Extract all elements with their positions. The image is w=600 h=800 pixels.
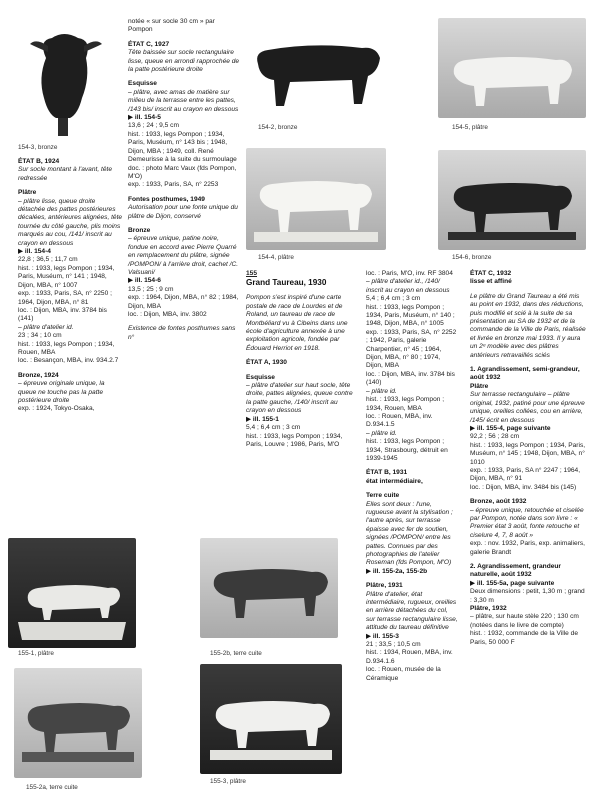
photo-155-3-plaster xyxy=(200,664,342,774)
text-column-3 xyxy=(246,270,356,449)
section-heading: Fontes posthumes, 1949 xyxy=(128,195,205,203)
catalog-text: loc. : Besançon, MBA, inv. 934.2.7 xyxy=(18,357,119,365)
section-heading: ▶ ill. 155-5a, page suivante xyxy=(470,579,555,587)
catalog-text: hist. : 1934, Rouen, MBA, inv. D.934.1.6 xyxy=(366,649,453,665)
catalog-text: exp. : 1933, Paris, SA, n° 2250 ; 1964, Dijon, MBA, n° 81 xyxy=(18,290,112,306)
caption-154-2: 154-2, bronze xyxy=(258,124,298,131)
section-heading: Plâtre xyxy=(470,382,489,390)
section-heading: Plâtre xyxy=(18,189,37,197)
description-text: – épreuve unique, retouchée et ciselée par Pompon, notée dans son livre : « Premier état 3 août, fonte retouche et ciselure 4, 7, 8 août » xyxy=(470,506,584,539)
catalog-text: exp. : 1933, Paris, SA, n° 2253 xyxy=(128,181,219,189)
entry-number: 155 xyxy=(246,270,258,277)
section-heading: Esquisse xyxy=(246,373,275,381)
section-heading: lisse et affiné xyxy=(470,278,512,286)
catalog-text: loc. : Rouen, musée de la Céramique xyxy=(366,666,441,682)
catalog-text: Deux dimensions : petit, 1,30 m ; grand : 3,30 m xyxy=(470,588,585,604)
catalog-text: 13,5 ; 25 ; 9 cm xyxy=(128,285,174,293)
description-text: Sur terrasse rectangulaire – plâtre original, 1932, patiné pour une épreuve unique, oreilles collées, cou en arrière, /145/ écrit en dessous xyxy=(470,391,585,424)
catalog-text: hist. : 1933, legs Pompon ; 1934, Paris, Muséum, n° 145 ; 1948, Dijon, MBA, n° 1010 xyxy=(470,441,586,466)
catalog-text: exp. : 1964, Dijon, MBA, n° 82 ; 1984, Dijon, MBA xyxy=(128,294,239,310)
section-heading: ▶ ill. 155-3 xyxy=(366,632,399,640)
caption-154-4: 154-4, plâtre xyxy=(258,254,294,261)
catalog-text: hist. : 1933, legs Pompon ; 1934, Paris, Muséum, n° 140 ; 1948, Dijon, MBA, n° 1005 xyxy=(366,303,455,328)
description-text: – plâtre id. xyxy=(366,387,397,395)
description-text: – plâtre id. xyxy=(366,429,397,437)
catalog-text: hist. : 1933, legs Pompon ; 1934, Strasbourg, détruit en 1939-1945 xyxy=(366,438,448,462)
section-heading: état intermédiaire, xyxy=(366,477,423,485)
description-text: Existence de fontes posthumes sans n° xyxy=(128,325,236,341)
catalog-text: notée « sur socle 30 cm » par Pompon xyxy=(128,18,215,34)
catalog-text: 23 ; 34 ; 10 cm xyxy=(18,332,62,340)
caption-155-1: 155-1, plâtre xyxy=(18,650,54,657)
catalog-text: doc. : photo Marc Vaux (fds Pompon, M'O) xyxy=(128,164,237,180)
text-column-1 xyxy=(18,158,124,414)
catalog-text: 13,6 ; 24 ; 9,5 cm xyxy=(128,122,179,130)
description-text: – plâtre d'atelier id., /140/ inscrit au crayon en dessous xyxy=(366,278,450,294)
catalog-text: 5,4 ; 6,4 cm ; 3 cm xyxy=(246,424,301,432)
section-heading: ▶ ill. 154-5 xyxy=(128,114,161,122)
photo-154-2-bronze-bull xyxy=(244,24,386,122)
description-text: – plâtre d'atelier id. xyxy=(18,323,74,331)
catalog-text: – plâtre, sur haute stèle 220 ; 130 cm (notées dans le livre de compte) xyxy=(470,613,579,629)
catalog-text: 21 ; 33,5 ; 10,5 cm xyxy=(366,641,421,649)
description-text: – plâtre, avec amas de matière sur milieu de la terrasse entre les pattes, /143 bis/ inscrit au crayon en dessous xyxy=(128,88,239,113)
photo-154-5-plaster xyxy=(438,18,586,118)
entry-title: Grand Taureau, 1930 xyxy=(246,278,327,288)
section-heading: ▶ ill. 154-4 xyxy=(18,248,51,256)
photo-154-4-plaster xyxy=(246,148,386,250)
description-text: Sur socle montant à l'avant, tête redressée xyxy=(18,166,112,182)
section-heading: ÉTAT B, 1931 xyxy=(366,469,408,477)
catalog-text: exp. : 1933, Paris, SA n° 2247 ; 1964, Dijon, MBA, n° 91 xyxy=(470,466,581,483)
photo-155-2a-terre-cuite xyxy=(14,668,142,778)
catalog-text: 5,4 ; 6,4 cm ; 3 cm xyxy=(366,295,421,303)
section-heading: 1. Agrandissement, semi-grandeur, août 1932 xyxy=(470,366,580,382)
photo-155-1-plaster xyxy=(8,538,136,648)
description-text: Elles sont deux : l'une, rugueuse avant la stylisation ; l'autre après, sur terrasse épaisse avec fer de soutien, signées /POMPON/ entre les pattes. Connues par des photographies de l'atelier Roseman (fds Pompon, M'O) xyxy=(366,500,453,567)
description-text: – plâtre d'atelier sur haut socle, tête droite, pattes alignées, queue contre la patte gauche, /140/ inscrit au crayon en dessous xyxy=(246,382,353,415)
catalog-text: exp. : 1933, Paris, SA, n° 2252 ; 1942, Paris, galerie Charpentier, n° 45 ; 1964, Dijon, MBA, n° 80 ; 1974, Dijon, MBA xyxy=(366,328,457,370)
section-heading: ▶ ill. 154-6 xyxy=(128,277,161,285)
section-heading: ÉTAT B, 1924 xyxy=(18,158,60,165)
text-column-2 xyxy=(128,18,240,342)
section-heading: Plâtre, 1931 xyxy=(366,582,403,590)
section-heading: ▶ ill. 155-1 xyxy=(246,415,279,423)
section-heading: 2. Agrandissement, grandeur naturelle, août 1932 xyxy=(470,563,561,579)
photo-155-2b-terre-cuite xyxy=(200,538,338,638)
catalog-text: loc. : Dijon, MBA, inv. 3784 bis (140) xyxy=(366,370,455,387)
description-text: Plâtre d'atelier, état intermédiaire, rugueux, oreilles en arrière détachées du col, sur terrasse rectangulaire lisse, attitude du taureau définitive xyxy=(366,590,458,632)
section-heading: Bronze xyxy=(128,226,151,234)
catalog-text: exp. : 1924, Tokyo-Osaka, xyxy=(18,405,95,413)
caption-154-3: 154-3, bronze xyxy=(18,144,58,151)
section-heading: ÉTAT A, 1930 xyxy=(246,359,287,367)
catalog-text: hist. : 1932, commande de la Ville de Paris, 50 000 F xyxy=(470,630,579,646)
section-heading: Bronze, 1924 xyxy=(18,371,59,379)
description-text: Tête baissée sur socle rectangulaire lisse, queue en arrondi rapprochée de la patte postérieure droite xyxy=(128,49,240,74)
catalog-text: 22,8 ; 36,5 ; 11,7 cm xyxy=(18,256,78,264)
text-column-5 xyxy=(470,270,588,647)
caption-155-3: 155-3, plâtre xyxy=(210,778,246,785)
description-text: Autorisation pour une fonte unique du plâtre de Dijon, conservé xyxy=(128,204,238,220)
description-text: – épreuve unique, patine noire, fondue en accord avec Pierre Quarré en remplacement du plâtre, signée /POMPON/ à l'arrière droit, cachet /C. Valsuani/ xyxy=(128,235,239,276)
section-heading: Plâtre, 1932 xyxy=(470,605,507,613)
catalog-text: exp. : nov. 1932, Paris, exp. animaliers, galerie Brandt xyxy=(470,540,585,556)
catalog-text: hist. : 1933, legs Pompon ; 1934, Paris, Louvre ; 1986, Paris, M'O xyxy=(246,432,343,448)
catalog-text: loc. : Rouen, MBA, inv. D.934.1.5 xyxy=(366,412,433,429)
photo-154-6-bronze xyxy=(438,150,586,250)
caption-154-5: 154-5, plâtre xyxy=(452,124,488,131)
caption-154-6: 154-6, bronze xyxy=(452,254,492,261)
catalog-text: hist. : 1933, legs Pompon ; 1934, Rouen, MBA xyxy=(18,340,115,356)
description-text: Pompon s'est inspiré d'une carte postale de race de Lourdes et de Roland, un taureau de race de Montbéliard vu à Cibeins dans une école d'agriculture annexée à une exploitation agricole, fondée par Édouard Herriot en 1918. xyxy=(246,294,348,352)
catalog-text: 92,2 ; 56 ; 28 cm xyxy=(470,433,520,441)
catalog-text: loc. : Dijon, MBA, inv. 3784 bis (141) xyxy=(18,306,107,323)
photo-154-3-bronze-head xyxy=(8,18,118,143)
description-text: Le plâtre du Grand Taureau a été mis au point en 1932, dans des réductions, puis modifié et scié à la suite de sa présentation au SA de 1932 et de la commande de la Ville de Paris, réalisée et livrée en bronze mai 1933. Il y aura un 2ᵉ modèle avec des plâtres antérieurs retravaillés sciés xyxy=(470,292,586,359)
section-heading: ▶ ill. 155-2a, 155-2b xyxy=(366,567,428,575)
catalog-text: loc. : Dijon, MBA, inv. 3484 bis (145) xyxy=(470,483,577,491)
section-heading: Esquisse xyxy=(128,80,157,88)
catalog-text: hist. : 1933, legs Pompon ; 1934, Paris, Muséum, n° 143 bis ; 1948, Dijon, MBA ; 1949, coll. René Demeurisse à la suite du surmoulage xyxy=(128,130,237,164)
description-text: – plâtre lisse, queue droite détachée des pattes postérieures décalées, antérieures alignées, tête tournée du côté gauche, plis moins marqués au cou, /141/ inscrit au crayon en dessous xyxy=(18,197,123,247)
section-heading: ÉTAT C, 1927 xyxy=(128,40,170,48)
catalog-text: loc. : Dijon, MBA, inv. 3802 xyxy=(128,311,207,318)
text-column-4 xyxy=(366,270,458,683)
catalog-text: hist. : 1933, legs Pompon ; 1934, Rouen, MBA xyxy=(366,396,445,412)
section-heading: ÉTAT C, 1932 xyxy=(470,270,512,277)
catalog-text: hist. : 1933, legs Pompon ; 1934, Paris, Muséum, n° 141 ; 1948, Dijon, MBA, n° 1007 xyxy=(18,264,115,289)
caption-155-2a: 155-2a, terre cuite xyxy=(26,784,78,791)
caption-155-2b: 155-2b, terre cuite xyxy=(210,650,262,657)
section-heading: ▶ ill. 155-4, page suivante xyxy=(470,424,551,432)
catalog-text: loc. : Paris, M'O, inv. RF 3804 xyxy=(366,270,453,277)
section-heading: Terre cuite xyxy=(366,492,400,500)
description-text: – épreuve originale unique, la queue ne touche pas la patte postérieure droite xyxy=(18,380,105,404)
section-heading: Bronze, août 1932 xyxy=(470,498,527,506)
